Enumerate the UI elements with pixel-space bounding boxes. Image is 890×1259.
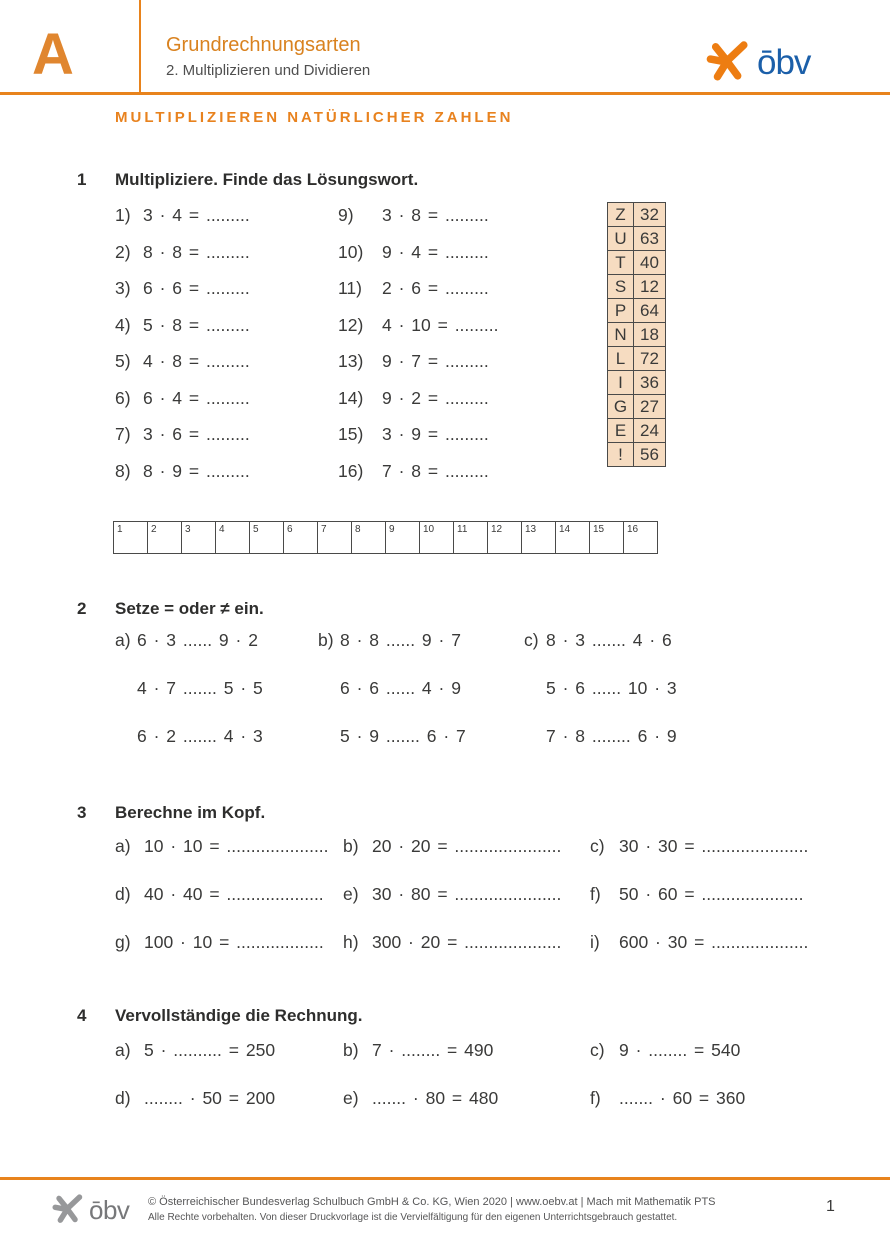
exercise4-number: 4 [77, 1006, 87, 1025]
solution-box: 2 [147, 521, 182, 554]
exercise1-number: 1 [77, 170, 87, 189]
problem-item: 4) 5 · 8 = ......... [115, 314, 250, 335]
comparison-item: a) 6 · 3 ...... 9 · 2 [115, 630, 258, 650]
exercise4-grid [115, 1040, 745, 1136]
comparison-item: 6 · 6 ...... 4 · 9 [340, 678, 461, 698]
page-title: MULTIPLIZIEREN NATÜRLICHER ZAHLEN [115, 109, 514, 126]
problem-item: g) 100 · 10 = .................. [115, 932, 324, 952]
comparison-item: 5 · 6 ...... 10 · 3 [546, 678, 677, 698]
table-row: E 24 [608, 419, 666, 443]
solution-box: 15 [589, 521, 624, 554]
exercise2-column-a [115, 630, 263, 774]
comparison-item: 5 · 9 ....... 6 · 7 [340, 726, 466, 746]
chapter-title: 2. Multiplizieren und Dividieren [166, 62, 371, 79]
page-number: 1 [826, 1198, 835, 1215]
problem-item: a) 10 · 10 = ..................... [115, 836, 329, 856]
table-row: I 36 [608, 371, 666, 395]
problem-item: 14) 9 · 2 = ......... [338, 387, 489, 408]
exercise2-title: Setze = oder ≠ ein. [115, 599, 264, 618]
footer-publisher-logo [52, 1192, 129, 1229]
solution-box: 5 [249, 521, 284, 554]
problem-item: 13) 9 · 7 = ......... [338, 351, 489, 371]
solution-box: 8 [351, 521, 386, 554]
problem-item: f) 50 · 60 = ..................... [590, 884, 804, 904]
solution-box: 12 [487, 521, 522, 554]
comparison-item: 4 · 7 ....... 5 · 5 [137, 678, 263, 698]
exercise1-title: Multipliziere. Finde das Lösungswort. [115, 170, 419, 189]
problem-item: a) 5 · .......... = 250 [115, 1040, 276, 1060]
problem-item: d) 40 · 40 = .................... [115, 884, 324, 904]
exercise3-grid [115, 836, 808, 980]
table-row: ! 56 [608, 443, 666, 467]
table-row: G 27 [608, 395, 666, 419]
problem-item: i) 600 · 30 = .................... [590, 932, 809, 952]
comparison-item: c) 8 · 3 ....... 4 · 6 [524, 630, 672, 650]
problem-item: 1) 3 · 4 = ......... [115, 205, 250, 225]
problem-item: b) 20 · 20 = ...................... [343, 836, 562, 856]
problem-item: 8) 8 · 9 = ......... [115, 460, 250, 481]
problem-item: 9) 3 · 8 = ......... [338, 205, 489, 225]
table-row: L 72 [608, 347, 666, 371]
solution-box: 13 [521, 521, 556, 554]
exercise3-number: 3 [77, 803, 87, 822]
header-vertical-rule [139, 0, 141, 92]
copyright-line: © Österreichischer Bundesverlag Schulbuch GmbH & Co. KG, Wien 2020 | www.oebv.at | Mach mit Mathematik PTS [148, 1196, 716, 1208]
solution-box: 16 [623, 521, 658, 554]
table-row: P 64 [608, 299, 666, 323]
footer-copyright [148, 1196, 716, 1223]
solution-box: 10 [419, 521, 454, 554]
problem-item: e) 30 · 80 = ...................... [343, 884, 562, 904]
exercise3-title: Berechne im Kopf. [115, 803, 266, 822]
header-rule [0, 92, 890, 95]
course-title: Grundrechnungsarten [166, 34, 361, 56]
letter-value-table [607, 202, 666, 467]
publisher-logo [706, 38, 810, 87]
exercise2-column-b [318, 630, 466, 774]
table-row: T 40 [608, 251, 666, 275]
problem-item: 12) 4 · 10 = ......... [338, 314, 499, 335]
table-row: U 63 [608, 227, 666, 251]
problem-row [115, 1040, 745, 1088]
exercise1-right-column [338, 205, 498, 497]
exercise4-title: Vervollständige die Rechnung. [115, 1006, 363, 1025]
problem-item: e) ....... · 80 = 480 [343, 1088, 499, 1108]
solution-box: 4 [215, 521, 250, 554]
problem-item: 7) 3 · 6 = ......... [115, 424, 250, 444]
problem-item: 3) 6 · 6 = ......... [115, 278, 250, 298]
solution-box: 3 [181, 521, 216, 554]
oebv-star-icon [52, 1192, 84, 1229]
problem-item: 5) 4 · 8 = ......... [115, 351, 250, 371]
problem-row [115, 884, 808, 932]
oebv-logo-text: ōbv [89, 1195, 130, 1225]
table-row: S 12 [608, 275, 666, 299]
comparison-item: b) 8 · 8 ...... 9 · 7 [318, 630, 461, 650]
problem-item: c) 9 · ........ = 540 [590, 1040, 741, 1060]
problem-item: b) 7 · ........ = 490 [343, 1040, 494, 1060]
problem-row [115, 836, 808, 884]
exercise2-number: 2 [77, 599, 87, 618]
problem-item: 6) 6 · 4 = ......... [115, 387, 250, 408]
solution-box: 14 [555, 521, 590, 554]
problem-item: h) 300 · 20 = .................... [343, 932, 562, 952]
table-row: Z 32 [608, 203, 666, 227]
problem-item: 11) 2 · 6 = ......... [338, 278, 489, 298]
section-letter: A [32, 22, 74, 87]
problem-item: f) ....... · 60 = 360 [590, 1088, 746, 1108]
solution-word-boxes [113, 521, 658, 554]
exercise2-column-c [524, 630, 677, 774]
comparison-item: 7 · 8 ........ 6 · 9 [546, 726, 677, 746]
solution-box: 9 [385, 521, 420, 554]
problem-item: c) 30 · 30 = ...................... [590, 836, 809, 856]
footer-rule [0, 1177, 890, 1180]
oebv-star-icon [706, 38, 750, 87]
problem-item: 16) 7 · 8 = ......... [338, 460, 489, 481]
comparison-item: 6 · 2 ....... 4 · 3 [137, 726, 263, 746]
solution-box: 7 [317, 521, 352, 554]
solution-box: 1 [113, 521, 148, 554]
solution-box: 11 [453, 521, 488, 554]
problem-item: 10) 9 · 4 = ......... [338, 241, 489, 262]
oebv-logo-text: ōbv [757, 42, 811, 82]
problem-item: 2) 8 · 8 = ......... [115, 241, 250, 262]
table-row: N 18 [608, 323, 666, 347]
problem-row [115, 932, 808, 980]
problem-item: d) ........ · 50 = 200 [115, 1088, 276, 1108]
problem-item: 15) 3 · 9 = ......... [338, 424, 489, 444]
solution-box: 6 [283, 521, 318, 554]
exercise1-left-column [115, 205, 250, 497]
rights-line: Alle Rechte vorbehalten. Von dieser Druckvorlage ist die Vervielfältigung für den eigenen Unterrichtsgebrauch gestattet. [148, 1212, 678, 1223]
problem-row [115, 1088, 745, 1136]
